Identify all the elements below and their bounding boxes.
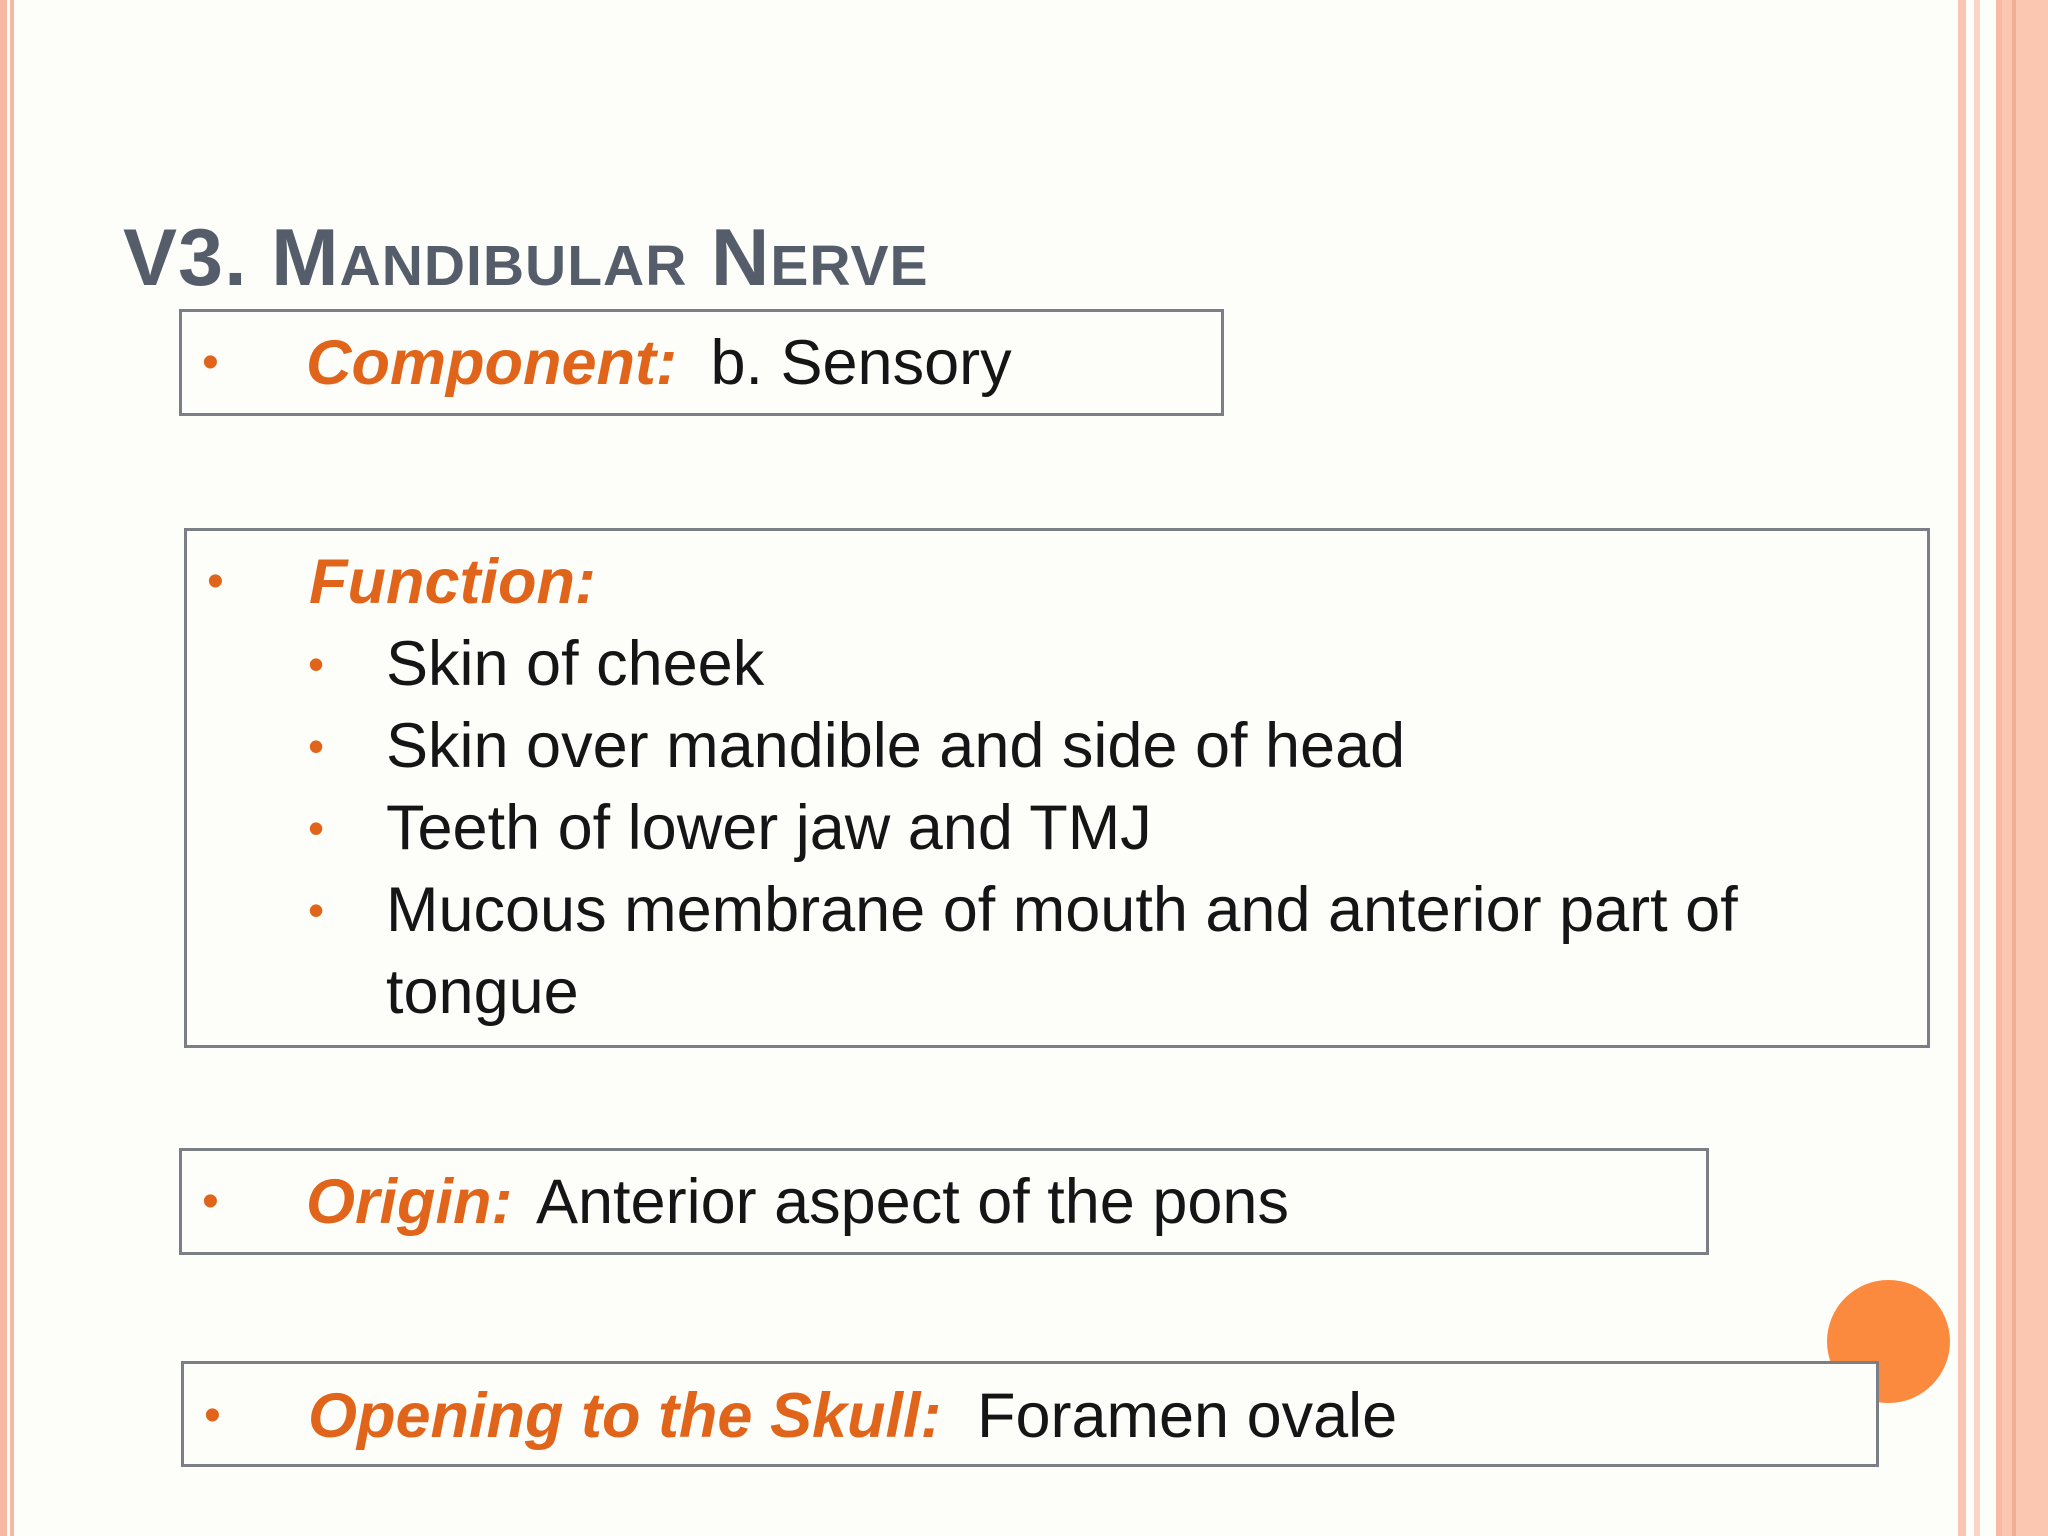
function-row (309, 546, 596, 618)
origin-row (306, 1166, 1289, 1238)
slide-title: V3. Mandibular Nerve (123, 213, 929, 303)
function-item-continuation: tongue (386, 957, 579, 1027)
origin-value: Anterior aspect of the pons (536, 1167, 1289, 1237)
bullet-icon: • (202, 1175, 219, 1228)
bullet-icon: • (204, 1389, 221, 1442)
sub-bullet-icon: • (308, 720, 325, 772)
function-item: Mucous membrane of mouth and anterior part of (386, 875, 1738, 945)
component-value: b. Sensory (710, 328, 1012, 398)
function-label: Function: (309, 547, 596, 617)
component-row (306, 327, 1012, 399)
sub-bullet-icon: • (308, 802, 325, 854)
origin-label: Origin: (306, 1167, 513, 1237)
sub-bullet-icon: • (308, 884, 325, 936)
right-decorative-stripe (1958, 0, 1966, 1536)
opening-label: Opening to the Skull: (308, 1381, 942, 1451)
right-decorative-stripe (2012, 0, 2016, 1536)
opening-value: Foramen ovale (977, 1381, 1398, 1451)
function-item: Skin over mandible and side of head (386, 711, 1406, 781)
function-item: Teeth of lower jaw and TMJ (386, 793, 1152, 863)
function-item: Skin of cheek (386, 629, 765, 699)
opening-row (308, 1380, 1397, 1452)
sub-bullet-icon: • (308, 638, 325, 690)
left-decorative-stripe (0, 0, 7, 1536)
bullet-icon: • (207, 555, 224, 608)
bullet-icon: • (202, 336, 219, 389)
right-decorative-stripe (1974, 0, 1980, 1536)
right-decorative-band (2002, 0, 2048, 1536)
component-label: Component: (306, 328, 677, 398)
left-decorative-stripe-thin (10, 0, 14, 1536)
